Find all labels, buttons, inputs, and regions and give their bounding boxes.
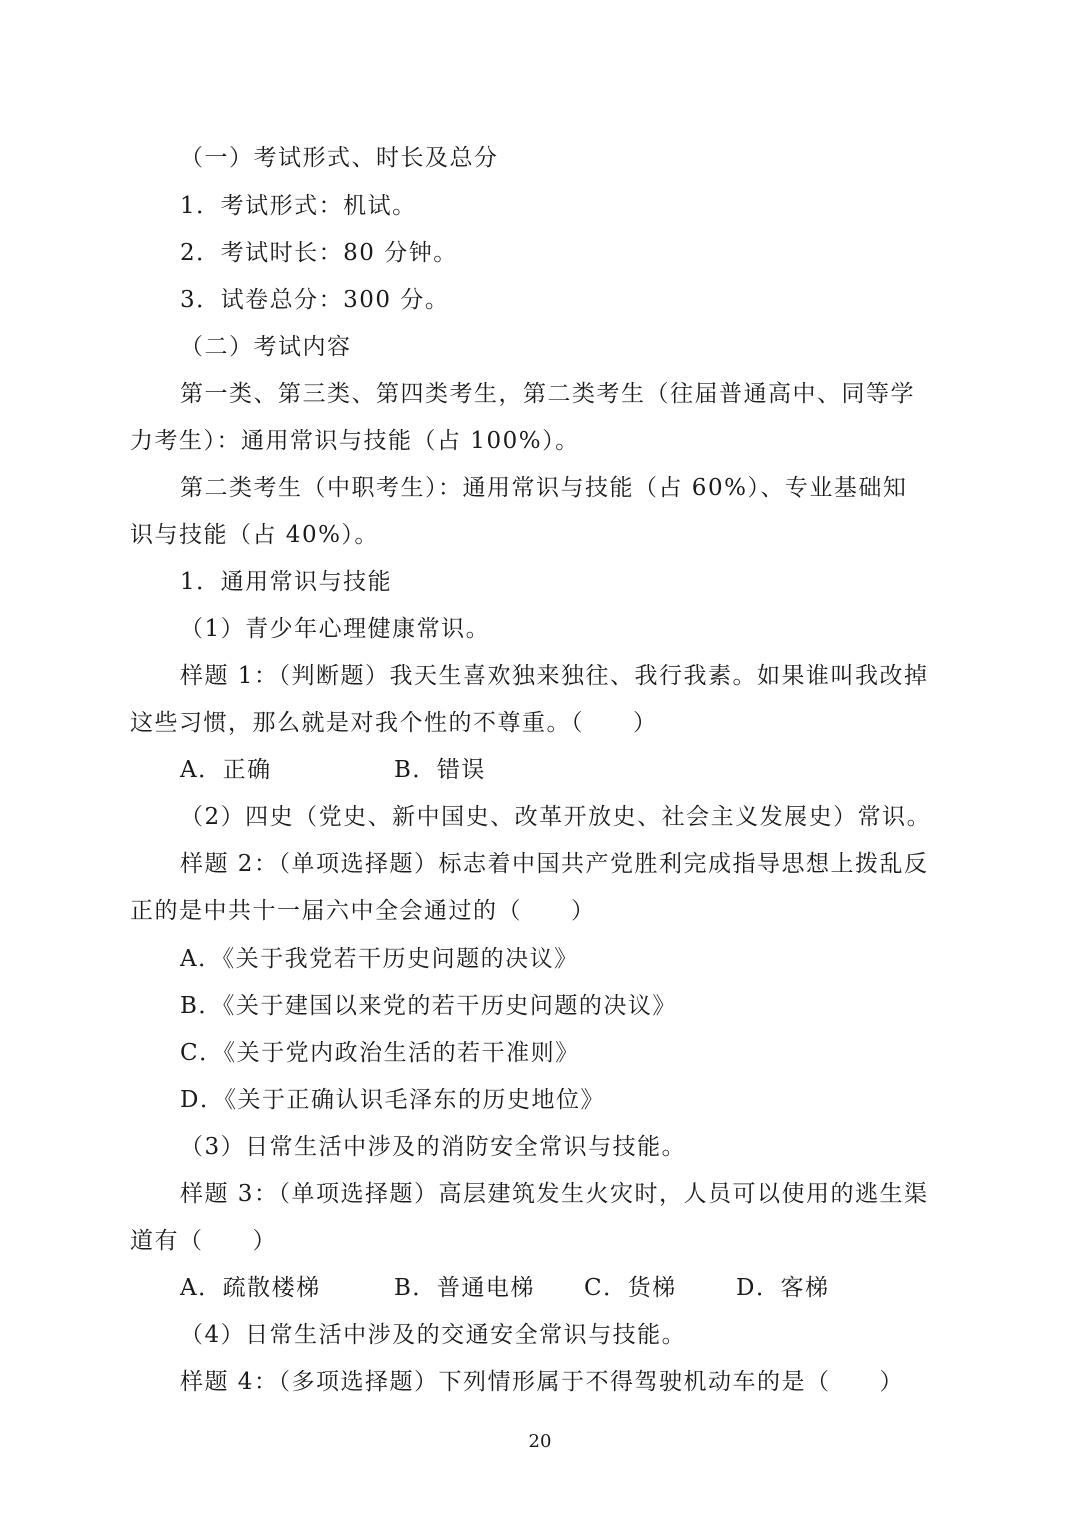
section-heading-exam-format: （一）考试形式、时长及总分 xyxy=(180,145,499,171)
question-1-options xyxy=(180,755,486,785)
option-d: D．《关于正确认识毛泽东的历史地位》 xyxy=(180,1087,605,1113)
subsection-heading: 1．通用常识与技能 xyxy=(180,569,393,595)
option-a: A．正确 xyxy=(180,757,272,783)
option-a: A．疏散楼梯 xyxy=(180,1275,321,1301)
option-b: B．错误 xyxy=(394,757,486,783)
paragraph-text: 第二类考生（中职考生）：通用常识与技能（占 60%）、专业基础知 xyxy=(180,475,908,501)
option-b: B．普通电梯 xyxy=(394,1275,535,1301)
option-c: C．《关于党内政治生活的若干准则》 xyxy=(180,1040,580,1066)
sample-question-2-cont: 正的是中共十一届六中全会通过的（ ） xyxy=(130,898,596,924)
option-a: A．《关于我党若干历史问题的决议》 xyxy=(180,946,579,972)
topic-heading: （2）四史（党史、新中国史、改革开放史、社会主义发展史）常识。 xyxy=(180,804,932,830)
paragraph-text: 识与技能（占 40%）。 xyxy=(130,522,379,548)
sample-question-4: 样题 4：（多项选择题）下列情形属于不得驾驶机动车的是（ ） xyxy=(180,1369,904,1395)
section-heading-exam-content: （二）考试内容 xyxy=(180,334,352,360)
paragraph-text: 力考生）：通用常识与技能（占 100%）。 xyxy=(130,428,580,454)
question-3-options xyxy=(180,1273,829,1303)
paragraph-text: 第一类、第三类、第四类考生，第二类考生（往届普通高中、同等学 xyxy=(180,381,915,407)
option-b: B．《关于建国以来党的若干历史问题的决议》 xyxy=(180,993,677,1019)
option-c: C．货梯 xyxy=(584,1275,677,1301)
sample-question-1: 样题 1：（判断题）我天生喜欢独来独往、我行我素。如果谁叫我改掉 xyxy=(180,663,929,689)
sample-question-3: 样题 3：（单项选择题）高层建筑发生火灾时，人员可以使用的逃生渠 xyxy=(180,1181,929,1207)
sample-question-2: 样题 2：（单项选择题）标志着中国共产党胜利完成指导思想上拨乱反 xyxy=(180,851,929,877)
sample-question-3-cont: 道有（ ） xyxy=(130,1228,277,1254)
exam-total-score-item: 3．试卷总分：300 分。 xyxy=(180,287,450,313)
sample-question-1-cont: 这些习惯，那么就是对我个性的不尊重。（ ） xyxy=(130,710,658,736)
exam-duration-item: 2．考试时长：80 分钟。 xyxy=(180,240,458,266)
topic-heading: （3）日常生活中涉及的消防安全常识与技能。 xyxy=(180,1134,687,1160)
page-number: 20 xyxy=(528,1431,552,1452)
option-d: D．客梯 xyxy=(736,1275,830,1301)
topic-heading: （4）日常生活中涉及的交通安全常识与技能。 xyxy=(180,1322,687,1348)
exam-format-item: 1．考试形式：机试。 xyxy=(180,193,417,219)
topic-heading: （1）青少年心理健康常识。 xyxy=(180,616,491,642)
